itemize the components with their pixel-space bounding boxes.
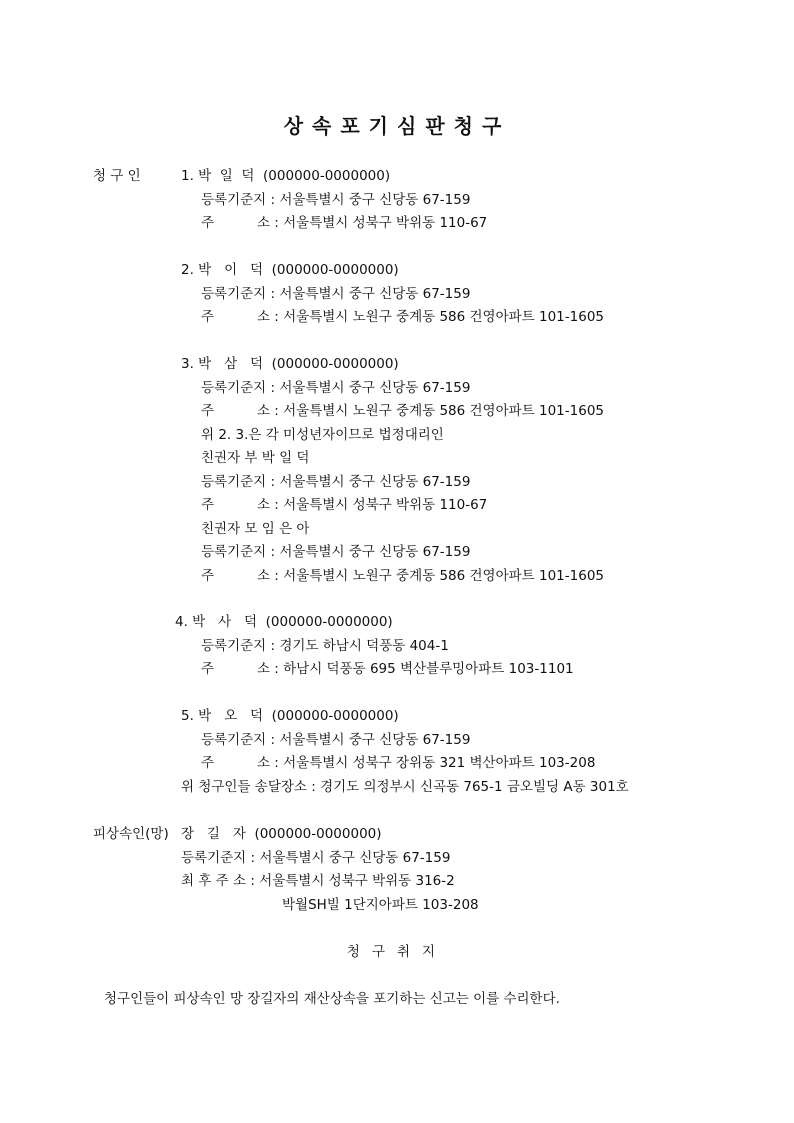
claimant-2-name: 2. 박 이 덕 (000000-0000000) bbox=[181, 262, 399, 278]
decedent-name: 장 길 자 (000000-0000000) bbox=[181, 826, 382, 842]
purpose-text: 청구인들이 피상속인 망 장길자의 재산상속을 포기하는 신고는 이를 수리한다. bbox=[104, 991, 560, 1007]
guardian-mother-registry: 등록기준지 : 서울특별시 중구 신당동 67-159 bbox=[201, 544, 471, 560]
claimant-1-name: 1. 박 일 덕 (000000-0000000) bbox=[181, 168, 391, 184]
document-title: 상속포기심판청구 bbox=[283, 114, 511, 138]
guardian-mother-address: 주 소 : 서울특별시 노원구 중계동 586 건영아파트 101-1605 bbox=[201, 568, 604, 584]
claimant-1-registry: 등록기준지 : 서울특별시 중구 신당동 67-159 bbox=[201, 192, 471, 208]
claimant-4-registry: 등록기준지 : 경기도 하남시 덕풍동 404-1 bbox=[201, 638, 449, 654]
claimant-5-name: 5. 박 오 덕 (000000-0000000) bbox=[181, 708, 399, 724]
delivery-address: 위 청구인들 송달장소 : 경기도 의정부시 신곡동 765-1 금오빌딩 A동 301호 bbox=[181, 779, 629, 795]
claimant-5-address: 주 소 : 서울특별시 성북구 장위동 321 벽산아파트 103-208 bbox=[201, 755, 596, 771]
decedent-last-address: 최 후 주 소 : 서울특별시 성북구 박위동 316-2 bbox=[181, 873, 455, 889]
decedent-last-address-detail: 박월SH빌 1단지아파트 103-208 bbox=[282, 897, 479, 913]
claimant-5-registry: 등록기준지 : 서울특별시 중구 신당동 67-159 bbox=[201, 732, 471, 748]
guardian-mother: 친권자 모 임 은 아 bbox=[201, 521, 310, 537]
minor-note: 위 2. 3.은 각 미성년자이므로 법정대리인 bbox=[201, 427, 444, 443]
claimant-3-registry: 등록기준지 : 서울특별시 중구 신당동 67-159 bbox=[201, 380, 471, 396]
claimant-4-address: 주 소 : 하남시 덕풍동 695 벽산블루밍아파트 103-1101 bbox=[201, 661, 574, 677]
claimant-2-address: 주 소 : 서울특별시 노원구 중계동 586 건영아파트 101-1605 bbox=[201, 309, 604, 325]
claimant-3-name: 3. 박 삼 덕 (000000-0000000) bbox=[181, 356, 399, 372]
decedent-label: 피상속인(망) bbox=[93, 826, 169, 842]
claimant-label: 청 구 인 bbox=[93, 168, 141, 184]
claimant-2-registry: 등록기준지 : 서울특별시 중구 신당동 67-159 bbox=[201, 286, 471, 302]
purpose-title: 청구취지 bbox=[346, 944, 448, 960]
claimant-4-name: 4. 박 사 덕 (000000-0000000) bbox=[175, 614, 393, 630]
claimant-3-address: 주 소 : 서울특별시 노원구 중계동 586 건영아파트 101-1605 bbox=[201, 403, 604, 419]
decedent-registry: 등록기준지 : 서울특별시 중구 신당동 67-159 bbox=[181, 850, 451, 866]
guardian-father-address: 주 소 : 서울특별시 성북구 박위동 110-67 bbox=[201, 497, 488, 513]
claimant-1-address: 주 소 : 서울특별시 성북구 박위동 110-67 bbox=[201, 215, 488, 231]
guardian-father: 친권자 부 박 일 덕 bbox=[201, 450, 310, 466]
guardian-father-registry: 등록기준지 : 서울특별시 중구 신당동 67-159 bbox=[201, 474, 471, 490]
